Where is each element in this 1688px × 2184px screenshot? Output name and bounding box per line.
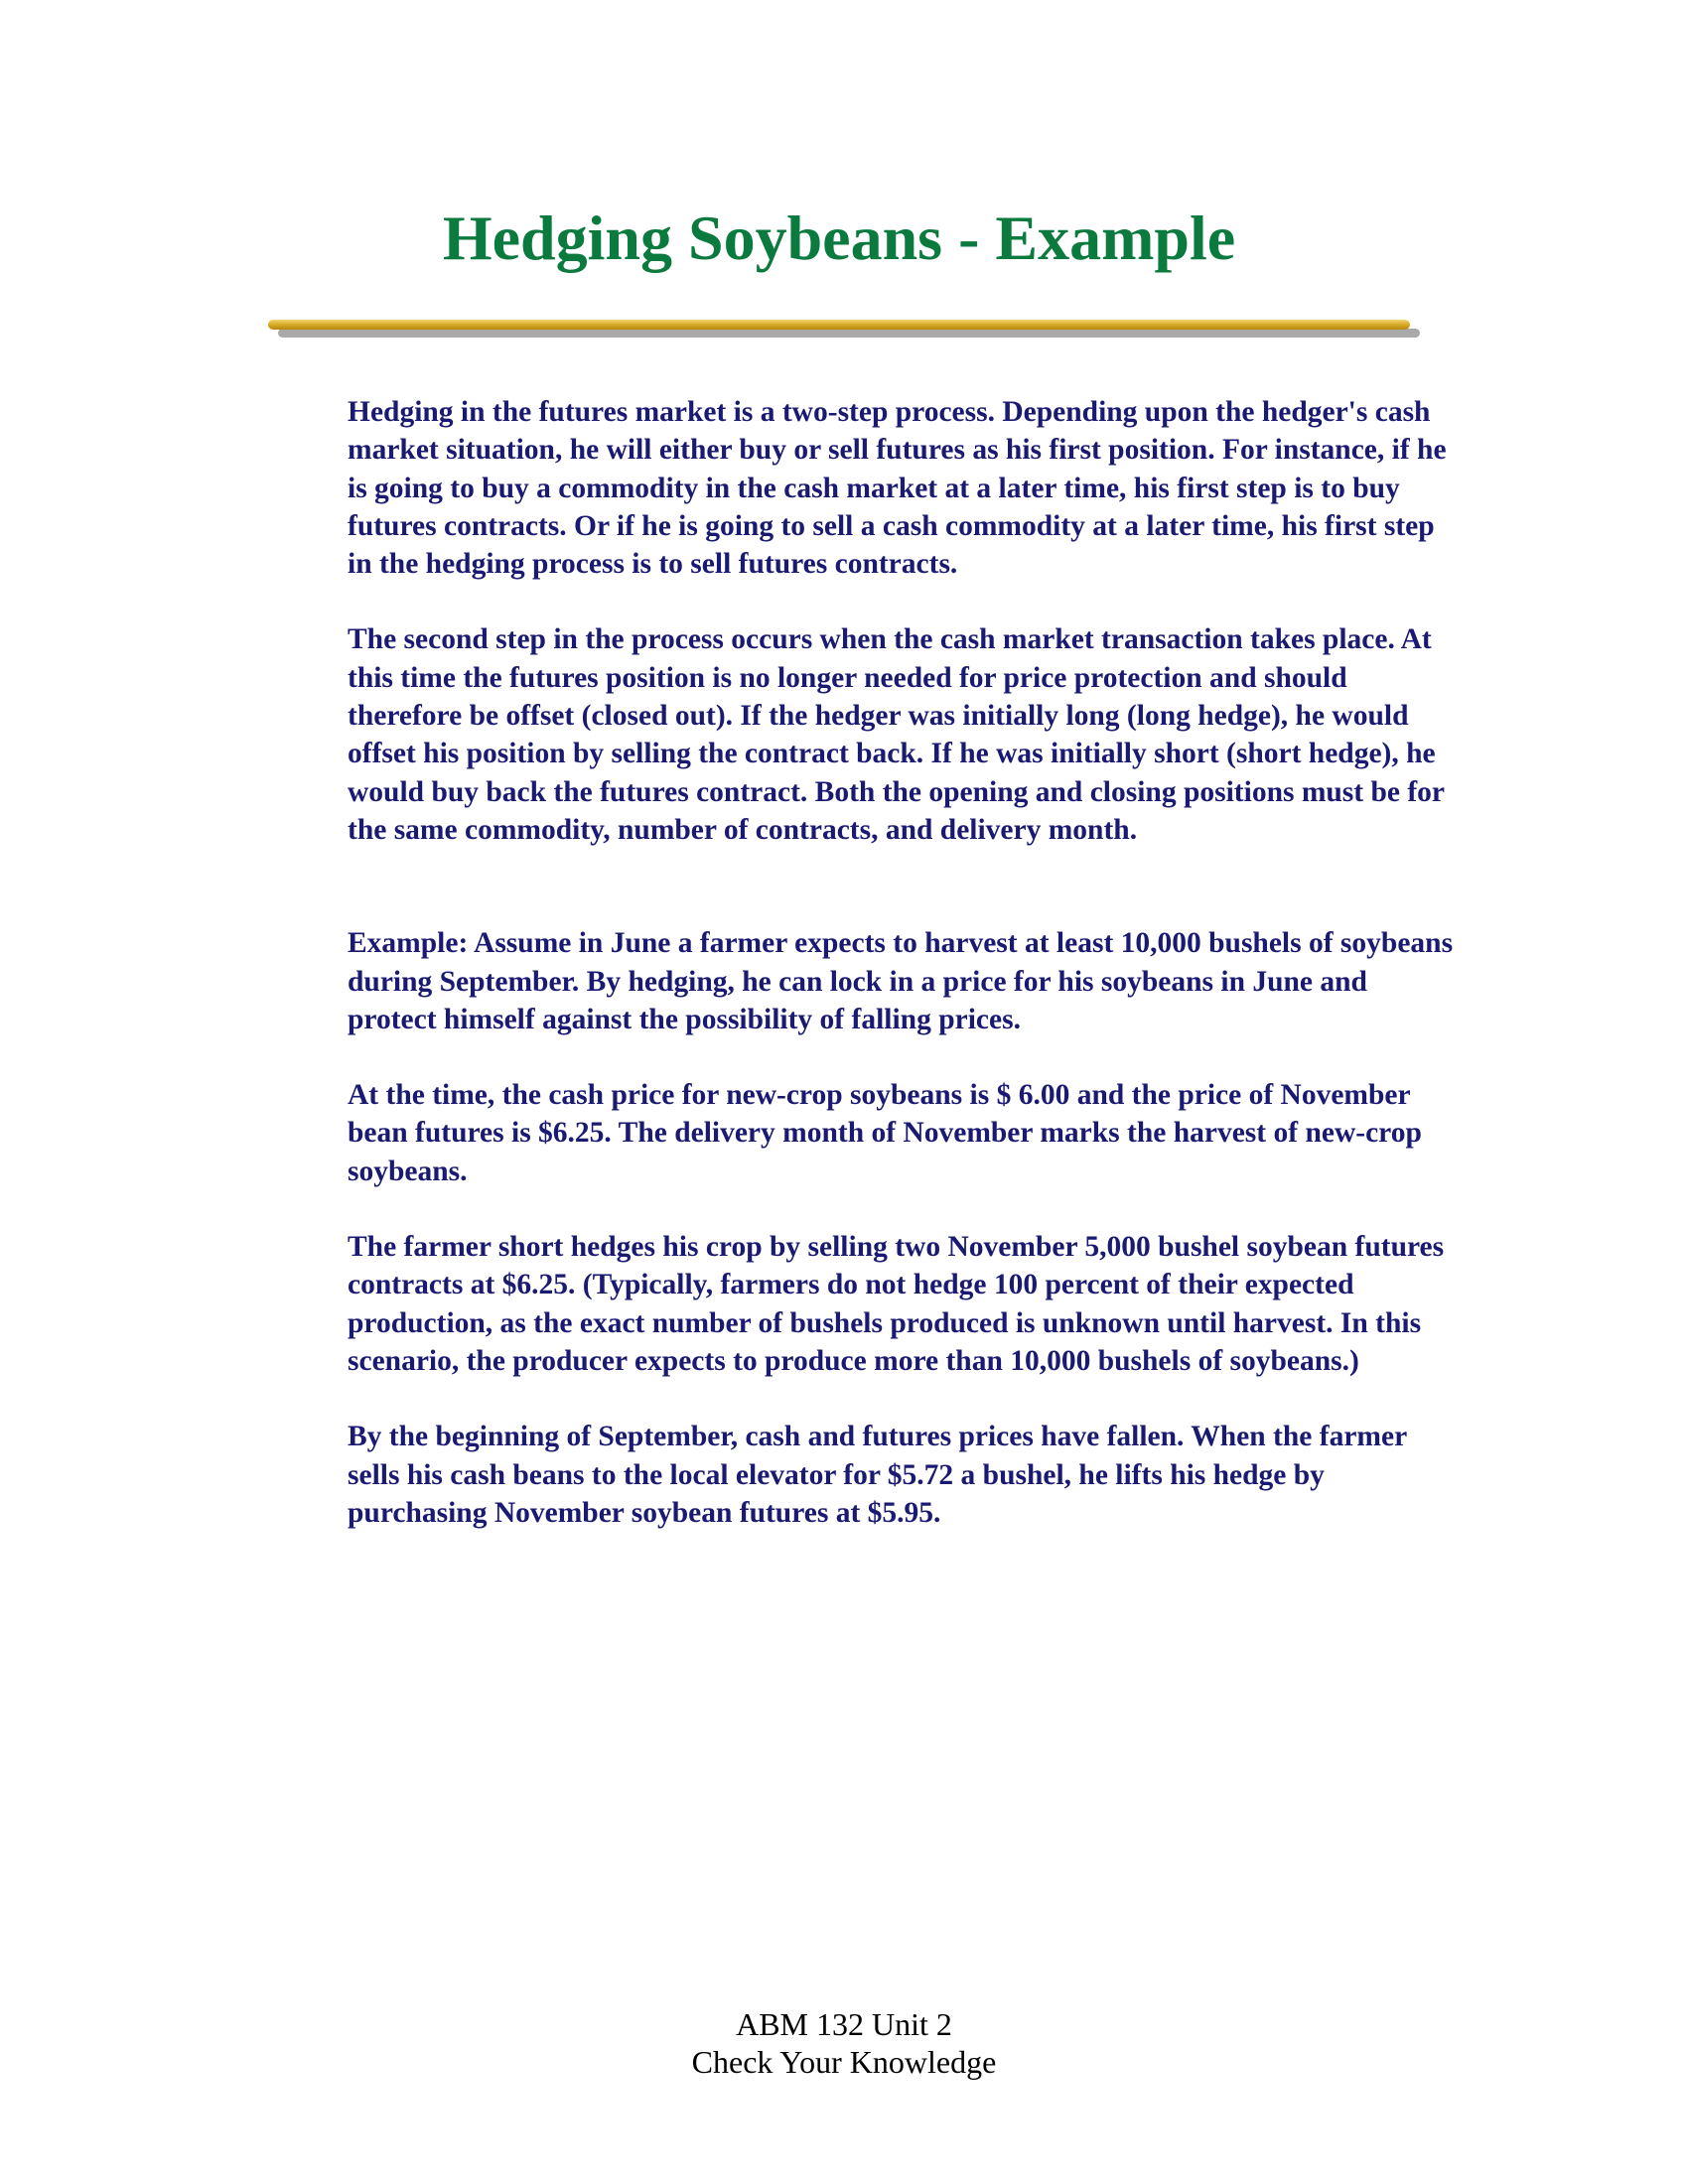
paragraph-gap bbox=[348, 583, 1460, 620]
title-divider bbox=[268, 320, 1420, 340]
paragraph-gap bbox=[348, 1380, 1460, 1418]
paragraph-cash-price: At the time, the cash price for new-crop soybeans is $ 6.00 and the price of November bean futures is $6.25. The delivery month of November marks the harvest of new-crop soybeans. bbox=[348, 1079, 1422, 1187]
page-footer bbox=[348, 2005, 1340, 2081]
paragraph-two-step-process: Hedging in the futures market is a two-step process. Depending upon the hedger's cash market situation, he will either buy or sell futures as his first position. For instance, if he is going to buy a commodity in the cash market at a later time, his first step is to buy futures contracts. Or if he is going to sell a cash commodity at a later time, his first step in the hedging process is to sell futures contracts. bbox=[348, 396, 1447, 581]
body-text bbox=[348, 393, 1460, 1532]
paragraph-example-intro: Example: Assume in June a farmer expects to harvest at least 10,000 bushels of soybeans during September. By hedging, he can lock in a price for his soybeans in June and protect himself against the possibility of falling prices. bbox=[348, 927, 1454, 1035]
paragraph-gap bbox=[348, 1038, 1460, 1076]
paragraph-lift-hedge: By the beginning of September, cash and futures prices have fallen. When the farmer sells his cash beans to the local elevator for $5.72 a bushel, he lifts his hedge by purchasing November soybean futures at $5.95. bbox=[348, 1421, 1407, 1529]
footer-subtitle: Check Your Knowledge bbox=[691, 2044, 997, 2080]
page-title: Hedging Soybeans - Example bbox=[442, 203, 1236, 273]
paragraph-gap bbox=[348, 1190, 1460, 1228]
divider-gold-bar bbox=[268, 320, 1410, 330]
paragraph-gap bbox=[348, 849, 1460, 924]
paragraph-short-hedge: The farmer short hedges his crop by selling two November 5,000 bushel soybean futures contracts at $6.25. (Typically, farmers do not hedge 100 percent of their expected production, as the exact number of bushels produced is unknown until harvest. In this scenario, the producer expects to produce more than 10,000 bushels of soybeans.) bbox=[348, 1231, 1445, 1377]
footer-course: ABM 132 Unit 2 bbox=[736, 2006, 952, 2042]
paragraph-second-step: The second step in the process occurs when the cash market transaction takes place. At this time the futures position is no longer needed for price protection and should therefore be offset (closed out). If the hedger was initially long (long hedge), he would offset his position by selling the contract back. If he was initially short (short hedge), he would buy back the futures contract. Both the opening and closing positions must be for the same commodity, number of contracts, and delivery month. bbox=[348, 623, 1445, 846]
divider-shadow bbox=[278, 329, 1420, 338]
